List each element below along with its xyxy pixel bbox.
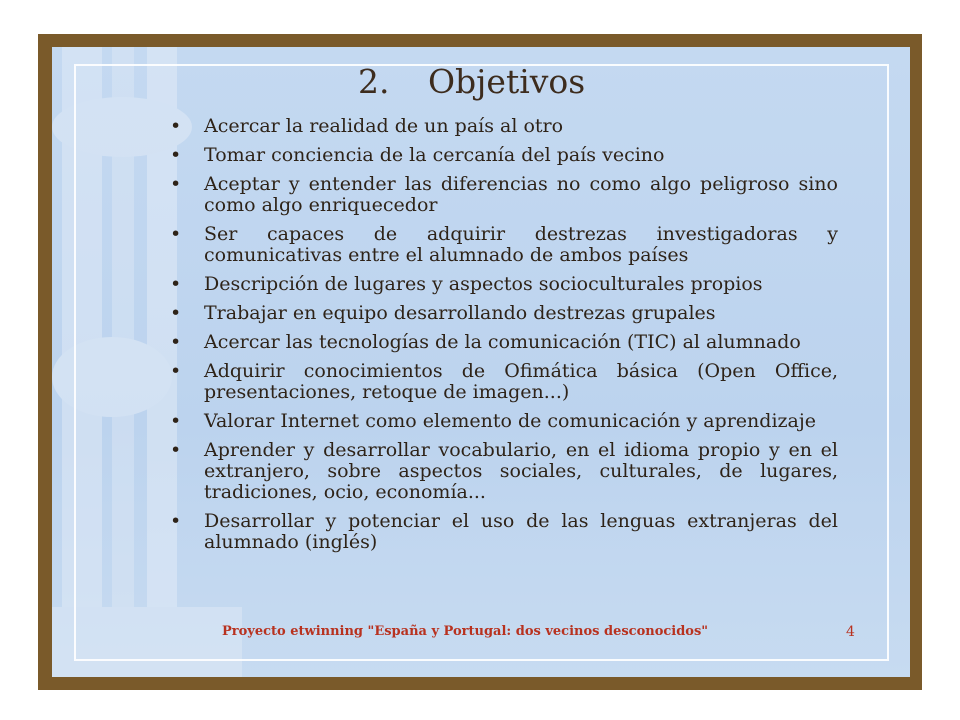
bullet-icon: • (170, 273, 182, 295)
bullet-icon: • (170, 302, 182, 324)
title-text: Objetivos (428, 62, 586, 101)
list-item (170, 511, 838, 553)
list-item (170, 332, 838, 353)
list-item (170, 274, 838, 295)
list-item-text: Desarrollar y potenciar el uso de las lenguas extranjeras del alumnado (inglés) (204, 510, 838, 553)
list-item-text: Descripción de lugares y aspectos socioculturales propios (204, 273, 763, 295)
list-item-text: Tomar conciencia de la cercanía del país vecino (204, 144, 665, 166)
list-item (170, 411, 838, 432)
list-item-text: Trabajar en equipo desarrollando destrezas grupales (204, 302, 716, 324)
list-item-text: Acercar las tecnologías de la comunicación (TIC) al alumnado (204, 331, 801, 353)
list-item (170, 224, 838, 266)
list-item-text: Aprender y desarrollar vocabulario, en el idioma propio y en el extranjero, sobre aspectos sociales, culturales, de lugares, tradiciones, ocio, economía... (204, 439, 838, 503)
bullet-icon: • (170, 115, 182, 137)
title-number: 2. (358, 62, 390, 101)
list-item-text: Acercar la realidad de un país al otro (204, 115, 564, 137)
bullet-icon: • (170, 510, 182, 532)
bullet-icon: • (170, 144, 182, 166)
list-item (170, 440, 838, 503)
list-item-text: Adquirir conocimientos de Ofimática básica (Open Office, presentaciones, retoque de imagen...) (204, 360, 838, 403)
list-item (170, 174, 838, 216)
list-item (170, 145, 838, 166)
bullet-icon: • (170, 173, 182, 195)
bullet-icon: • (170, 439, 182, 461)
list-item (170, 116, 838, 137)
slide-title (358, 62, 585, 101)
bullet-icon: • (170, 410, 182, 432)
bullet-icon: • (170, 360, 182, 382)
list-item-text: Valorar Internet como elemento de comunicación y aprendizaje (204, 410, 816, 432)
footer-text: Proyecto etwinning "España y Portugal: dos vecinos desconocidos" (222, 624, 709, 639)
list-item-text: Ser capaces de adquirir destrezas investigadoras y comunicativas entre el alumnado de ambos países (204, 223, 838, 266)
bullet-icon: • (170, 331, 182, 353)
page-number: 4 (846, 624, 855, 640)
list-item (170, 303, 838, 324)
objectives-list (170, 116, 838, 561)
list-item (170, 361, 838, 403)
list-item-text: Aceptar y entender las diferencias no como algo peligroso sino como algo enriquecedor (204, 173, 838, 216)
bullet-icon: • (170, 223, 182, 245)
